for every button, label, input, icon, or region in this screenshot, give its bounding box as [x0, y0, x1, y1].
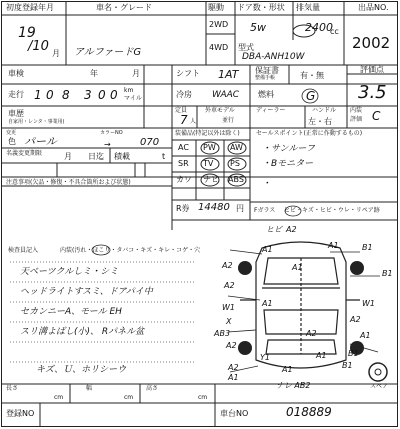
load-unit: t: [162, 152, 166, 161]
selling-points-label: セールスポイント(正常に作動するもの): [256, 130, 363, 137]
inspector-sub: 内装(汚れ・ほこり・タバコ・キズ・キレ・コゲ・穴: [60, 247, 201, 254]
cc-unit: cc: [330, 27, 339, 36]
width-unit: cm: [124, 394, 134, 401]
color-no-value: 070: [140, 137, 160, 148]
equip-tv: TV: [203, 159, 214, 168]
diag-mark-15: W1: [362, 299, 375, 308]
drive-label: 駆動: [208, 3, 224, 12]
equip-leather: カワ: [176, 175, 192, 184]
glass-options: ヒビ・キズ・ヒビ・ウレ・リペア跡: [284, 207, 380, 214]
color-no-label: カラーNO: [100, 130, 123, 136]
diag-bottom-marks: ナレ AB2: [276, 381, 311, 390]
interior-value: C: [372, 109, 381, 123]
mileage-digit-2: 0: [46, 88, 54, 102]
history-label: 車歴: [8, 109, 24, 118]
diag-mark-21: B1: [348, 349, 359, 358]
inspection-label: 車検: [8, 69, 24, 78]
diag-mark-19: A1: [228, 373, 239, 382]
shift-label: シフト: [176, 69, 200, 78]
mileage-digit-6: 0: [110, 88, 118, 102]
diag-mark-12: X: [226, 317, 232, 326]
displacement-label: 排気量: [296, 3, 320, 12]
diag-mark-11: A1: [262, 299, 273, 308]
exterior-model-label: 外車モデル: [205, 107, 235, 114]
warranty-label: 保証書: [255, 66, 279, 75]
diag-mark-20: A1: [316, 351, 327, 360]
cc-value: 2400: [305, 21, 333, 34]
selling-point-1: ・サンルーフ: [262, 144, 315, 154]
interior-label: 内装: [350, 107, 363, 114]
diag-mark-7: A2: [222, 261, 233, 270]
diag-mark-4: A1: [328, 241, 339, 250]
handle-value: 左・右: [308, 117, 332, 126]
inspector-note-4: スリ溝よばし(小)、 Rパネル盆: [20, 327, 145, 337]
ac-value: WAAC: [212, 90, 240, 100]
inspector-note-3: セカンニーA、モール EH: [20, 307, 122, 317]
color-arrow: →: [104, 140, 111, 149]
color-value: パール: [24, 135, 57, 148]
diag-mark-8: A2: [224, 281, 235, 290]
diag-mark-9: A1: [262, 245, 273, 254]
diag-mark-18: A2: [228, 363, 239, 372]
drive-4wd: 4WD: [209, 43, 229, 52]
width-label: 幅: [86, 385, 93, 392]
equip-abs: ABS: [228, 175, 244, 184]
color-label: 色: [8, 137, 16, 146]
diag-mark-5: B1: [362, 243, 373, 252]
name-change-month: 月: [64, 152, 72, 161]
chassis-value: 018889: [286, 405, 332, 419]
diag-mark-10: W1: [222, 303, 235, 312]
selling-point-3: ・: [262, 179, 272, 189]
mileage-label: 走行: [8, 90, 24, 99]
car-name-value: アルファードG: [74, 47, 142, 58]
rating-label: 評価点: [360, 65, 384, 74]
first-reg-label: 初度登録年月: [6, 3, 54, 12]
inspector-label: 検査員記入: [8, 247, 39, 254]
diag-mark-23: B1: [342, 361, 353, 370]
length-label: 長さ: [6, 385, 19, 392]
warranty-sub: 整備手帳: [255, 75, 276, 81]
diag-mark-16: A2: [306, 329, 317, 338]
mileage-digit-5: 0: [98, 88, 106, 102]
rating-value: 3.5: [358, 82, 387, 103]
shift-value: 1AT: [218, 68, 239, 81]
equip-ac: AC: [178, 143, 189, 152]
auction-no-label: 出品NO.: [358, 3, 389, 12]
parallel-label: 並行: [222, 117, 235, 124]
ac-label: 冷房: [176, 90, 192, 99]
auction-no-value: 2002: [352, 34, 391, 52]
diag-mark-13: AB3: [214, 329, 231, 338]
diag-mark-6: B1: [382, 269, 393, 278]
mileage-unit-mile: マイル: [124, 95, 142, 102]
recycle-unit: 円: [236, 204, 244, 213]
equip-sr: SR: [178, 159, 189, 168]
car-body-diagram: [240, 242, 360, 368]
spare-label: スペア: [370, 383, 389, 390]
inspection-year-unit: 年: [90, 69, 98, 78]
caution-label: 注意事項(欠品・修復・不具合箇所および状態): [6, 179, 131, 186]
chassis-label: 車台NO: [220, 409, 249, 418]
mileage-digit-4: 3: [84, 88, 92, 102]
diag-mark-1: ヒビ: [266, 225, 282, 234]
mileage-unit-km: km: [124, 87, 134, 94]
history-sub: 自家用・レンタ・事業用(: [8, 119, 65, 125]
inspector-note-2: ヘッドライトすスミ、ドアパイ中: [20, 287, 153, 297]
length-unit: cm: [54, 394, 64, 401]
mileage-digit-1: 1: [34, 88, 42, 102]
diag-mark-25: A2: [350, 315, 361, 324]
equip-pw: PW: [203, 143, 216, 152]
diag-mark-3: A1: [292, 263, 303, 272]
reg-no-label: 登録NO: [6, 409, 35, 418]
handle-label: ハンドル: [312, 107, 337, 114]
month-unit: 月: [52, 49, 60, 58]
doors-label: ドア数・形状: [237, 3, 285, 12]
equip-ps: PS: [230, 159, 240, 168]
fuel-value: G: [306, 89, 316, 103]
doors-value: 5w: [250, 21, 266, 34]
diag-mark-2: A2: [286, 225, 297, 234]
recycle-label: R券: [176, 204, 190, 213]
load-label: 積載: [114, 152, 130, 161]
year-value: 19: [18, 25, 36, 41]
inspector-note-1: 天ベーツクルしミ・シミ: [20, 267, 119, 277]
name-change-day: 日迄: [88, 152, 104, 161]
month-value: /10: [28, 39, 49, 54]
seats-unit: 人: [190, 118, 197, 125]
seats-label: 定員: [175, 107, 188, 114]
selling-point-2: ・Bモニター: [262, 159, 314, 169]
model-label: 型式: [238, 43, 254, 52]
mileage-digit-3: 8: [62, 88, 70, 102]
diag-mark-22: A1: [282, 365, 293, 374]
seats-value: 7: [180, 113, 188, 127]
glass-label: Fガラス: [254, 207, 276, 214]
interior-sub: 評価: [350, 116, 363, 123]
diag-mark-17: A1: [360, 331, 371, 340]
equipment-label: 装備品(特記以外は除く): [175, 130, 240, 137]
warranty-value: 有・無: [300, 71, 324, 80]
equip-aw: AW: [230, 143, 243, 152]
car-name-label: 車名・グレード: [96, 3, 152, 12]
inspection-month-unit: 月: [132, 69, 140, 78]
color-change-label: 変更: [6, 130, 17, 136]
height-label: 高さ: [146, 385, 159, 392]
inspector-note-5: キズ、Ｕ、ホリシーウ: [36, 365, 127, 375]
diag-mark-14: A2: [226, 341, 237, 350]
model-value: DBA-ANH10W: [242, 52, 305, 62]
fuel-label: 燃料: [258, 90, 274, 99]
equip-navi: ナビ: [203, 175, 219, 184]
height-unit: cm: [198, 394, 208, 401]
name-change-label: 名義変更期限: [6, 150, 43, 157]
diag-mark-24: Y1: [260, 353, 270, 362]
dealer-label: ディーラー: [256, 107, 286, 114]
drive-2wd: 2WD: [209, 20, 229, 29]
recycle-value: 14480: [198, 202, 230, 213]
